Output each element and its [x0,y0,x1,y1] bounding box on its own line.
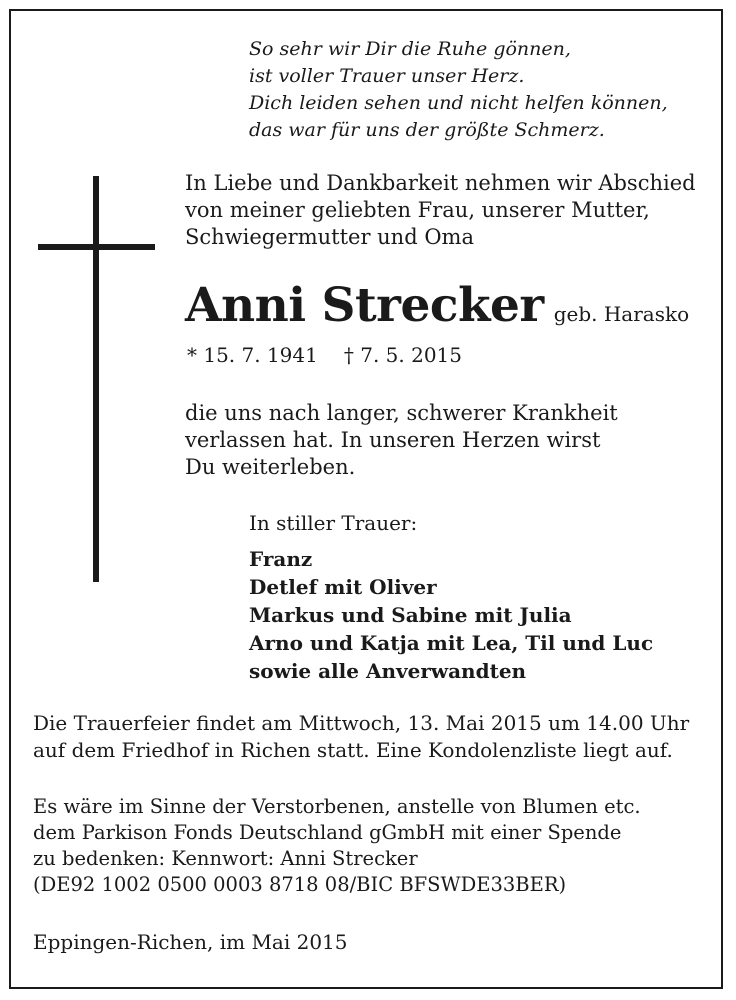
maiden-name: geb. Harasko [553,302,690,326]
birth-date: * 15. 7. 1941 [187,343,318,367]
poem-line: das war für uns der größte Schmerz. [249,119,605,141]
poem-line: Dich leiden sehen und nicht helfen können, [249,92,668,114]
donation-line: (DE92 1002 0500 0003 8718 08/BIC BFSWDE33BER) [33,873,567,896]
place-date: Eppingen-Richen, im Mai 2015 [33,930,348,954]
poem-line: ist voller Trauer unser Herz. [249,65,525,87]
farewell-text [185,400,618,481]
donation-line: Es wäre im Sinne der Verstorbenen, anstelle von Blumen etc. [33,795,641,818]
poem-line: So sehr wir Dir die Ruhe gönnen, [249,38,571,60]
ceremony-line: Die Trauerfeier findet am Mittwoch, 13. Mai 2015 um 14.00 Uhr [33,711,690,735]
deceased-name: Anni Strecker [185,278,544,333]
mourner-name: Markus und Sabine mit Julia [249,603,572,627]
mourner-name: sowie alle Anverwandten [249,659,527,683]
intro-line: In Liebe und Dankbarkeit nehmen wir Abschied [185,171,696,195]
intro-text [185,170,696,251]
farewell-line: Du weiterleben. [185,455,356,479]
intro-line: Schwiegermutter und Oma [185,225,474,249]
farewell-line: verlassen hat. In unseren Herzen wirst [185,428,601,452]
cross-icon [93,176,99,582]
mourners-list [249,545,653,685]
mourner-name: Franz [249,547,313,571]
mourning-heading: In stiller Trauer: [249,511,418,535]
farewell-line: die uns nach langer, schwerer Krankheit [185,401,618,425]
cross-icon-crossbar [38,244,155,250]
donation-line: zu bedenken: Kennwort: Anni Strecker [33,847,418,870]
donation-info [33,794,641,898]
intro-line: von meiner geliebten Frau, unserer Mutter, [185,198,650,222]
life-dates [187,343,462,367]
ceremony-info [33,710,689,764]
mourner-name: Arno und Katja mit Lea, Til und Luc [249,631,654,655]
ceremony-line: auf dem Friedhof in Richen statt. Eine Kondolenzliste liegt auf. [33,738,673,762]
donation-line: dem Parkison Fonds Deutschland gGmbH mit einer Spende [33,821,622,844]
memorial-poem [249,36,668,144]
death-date: † 7. 5. 2015 [343,343,462,367]
mourner-name: Detlef mit Oliver [249,575,437,599]
deceased-name-line [185,278,689,333]
